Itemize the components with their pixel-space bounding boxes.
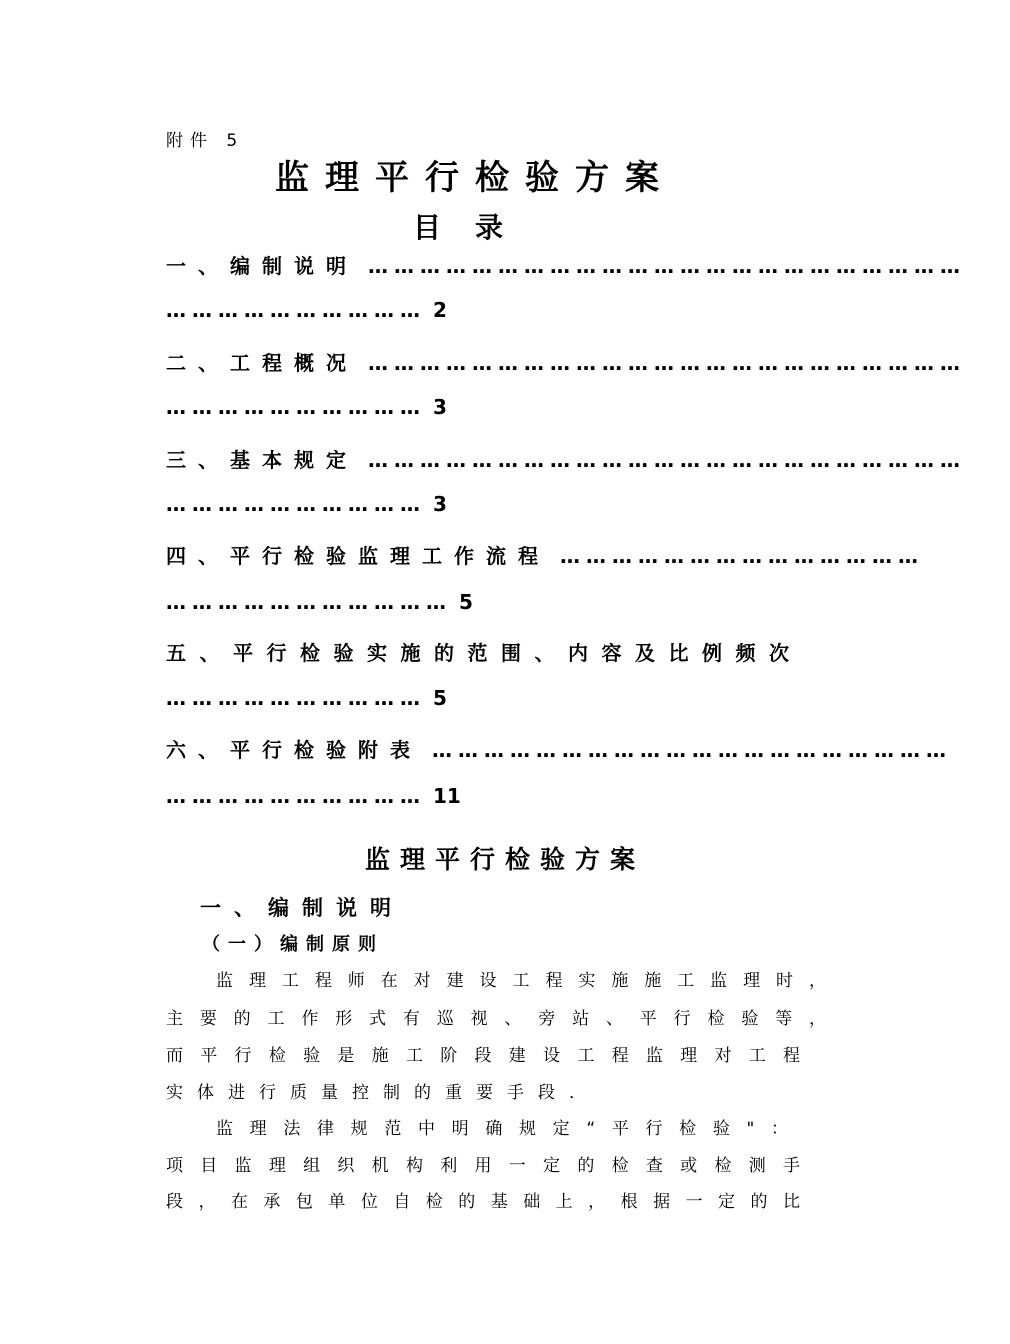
toc-entry-label: 五、平行检验实施的范围、内容及比例频次 — [166, 641, 803, 665]
toc-leader-dots: ………………………… — [166, 784, 426, 808]
toc-leader-dots: …………………………………………………………… — [368, 351, 966, 375]
toc-entry-label: 二、工程概况 — [166, 351, 358, 375]
paragraph-line: 实体进行质量控制的重要手段． — [166, 1083, 600, 1103]
section-title: 监理平行检验方案 — [364, 845, 645, 874]
toc-entry-6[interactable] — [166, 734, 952, 763]
toc-leader-dots: …………………………… — [166, 590, 452, 614]
toc-entry-label: 三、基本规定 — [166, 448, 358, 472]
toc-entry-2-page-line — [166, 395, 447, 419]
toc-page-number: 2 — [432, 298, 447, 322]
document-title: 监理平行检验方案 — [275, 158, 675, 198]
toc-entry-1-page-line — [166, 298, 447, 322]
toc-leader-dots: ………………………… — [166, 686, 426, 710]
toc-page-number: 3 — [432, 395, 447, 419]
toc-leader-dots: ………………………… — [166, 395, 426, 419]
toc-entry-label: 一、编制说明 — [166, 254, 358, 278]
toc-entry-5-page-line — [166, 686, 447, 710]
toc-entry-5[interactable] — [166, 637, 806, 666]
toc-entry-6-page-line — [166, 784, 461, 808]
toc-leader-dots: …………………………………………………………… — [368, 254, 966, 278]
heading-level-2: （一）编制原则 — [202, 934, 384, 955]
toc-entry-4-page-line — [166, 590, 473, 614]
toc-entry-label: 六、平行检验附表 — [166, 738, 422, 762]
toc-entry-4[interactable] — [166, 540, 924, 569]
attachment-label: 附件 5 — [166, 131, 245, 151]
toc-heading: 目录 — [412, 211, 537, 244]
paragraph-line: 监理法律规范中明确规定“平行检验"： — [216, 1119, 790, 1139]
toc-leader-dots: ………………………… — [166, 298, 426, 322]
paragraph-line: 主要的工作形式有巡视、旁站、平行检验等， — [166, 1009, 828, 1029]
toc-page-number: 3 — [432, 492, 447, 516]
toc-entry-1[interactable] — [166, 250, 966, 279]
toc-leader-dots: ………………………… — [166, 492, 426, 516]
heading-level-1: 一、编制说明 — [200, 896, 404, 920]
toc-page-number: 11 — [432, 784, 461, 808]
paragraph-line: 项目监理组织机构利用一定的检查或检测手 — [166, 1156, 802, 1176]
toc-leader-dots: …………………………………… — [560, 544, 924, 568]
toc-leader-dots: …………………………………………………………… — [368, 448, 966, 472]
toc-page-number: 5 — [458, 590, 473, 614]
toc-page-number: 5 — [432, 686, 447, 710]
toc-entry-2[interactable] — [166, 347, 966, 376]
toc-leader-dots: …………………………………………………… — [432, 738, 952, 762]
paragraph-line: 而平行检验是施工阶段建设工程监理对工程 — [166, 1046, 802, 1066]
toc-entry-3[interactable] — [166, 444, 966, 473]
toc-entry-3-page-line — [166, 492, 447, 516]
toc-entry-label: 四、平行检验监理工作流程 — [166, 544, 550, 568]
paragraph-line: 段，在承包单位自检的基础上，根据一定的比 — [166, 1192, 802, 1212]
paragraph-line: 监理工程师在对建设工程实施施工监理时， — [216, 971, 828, 991]
